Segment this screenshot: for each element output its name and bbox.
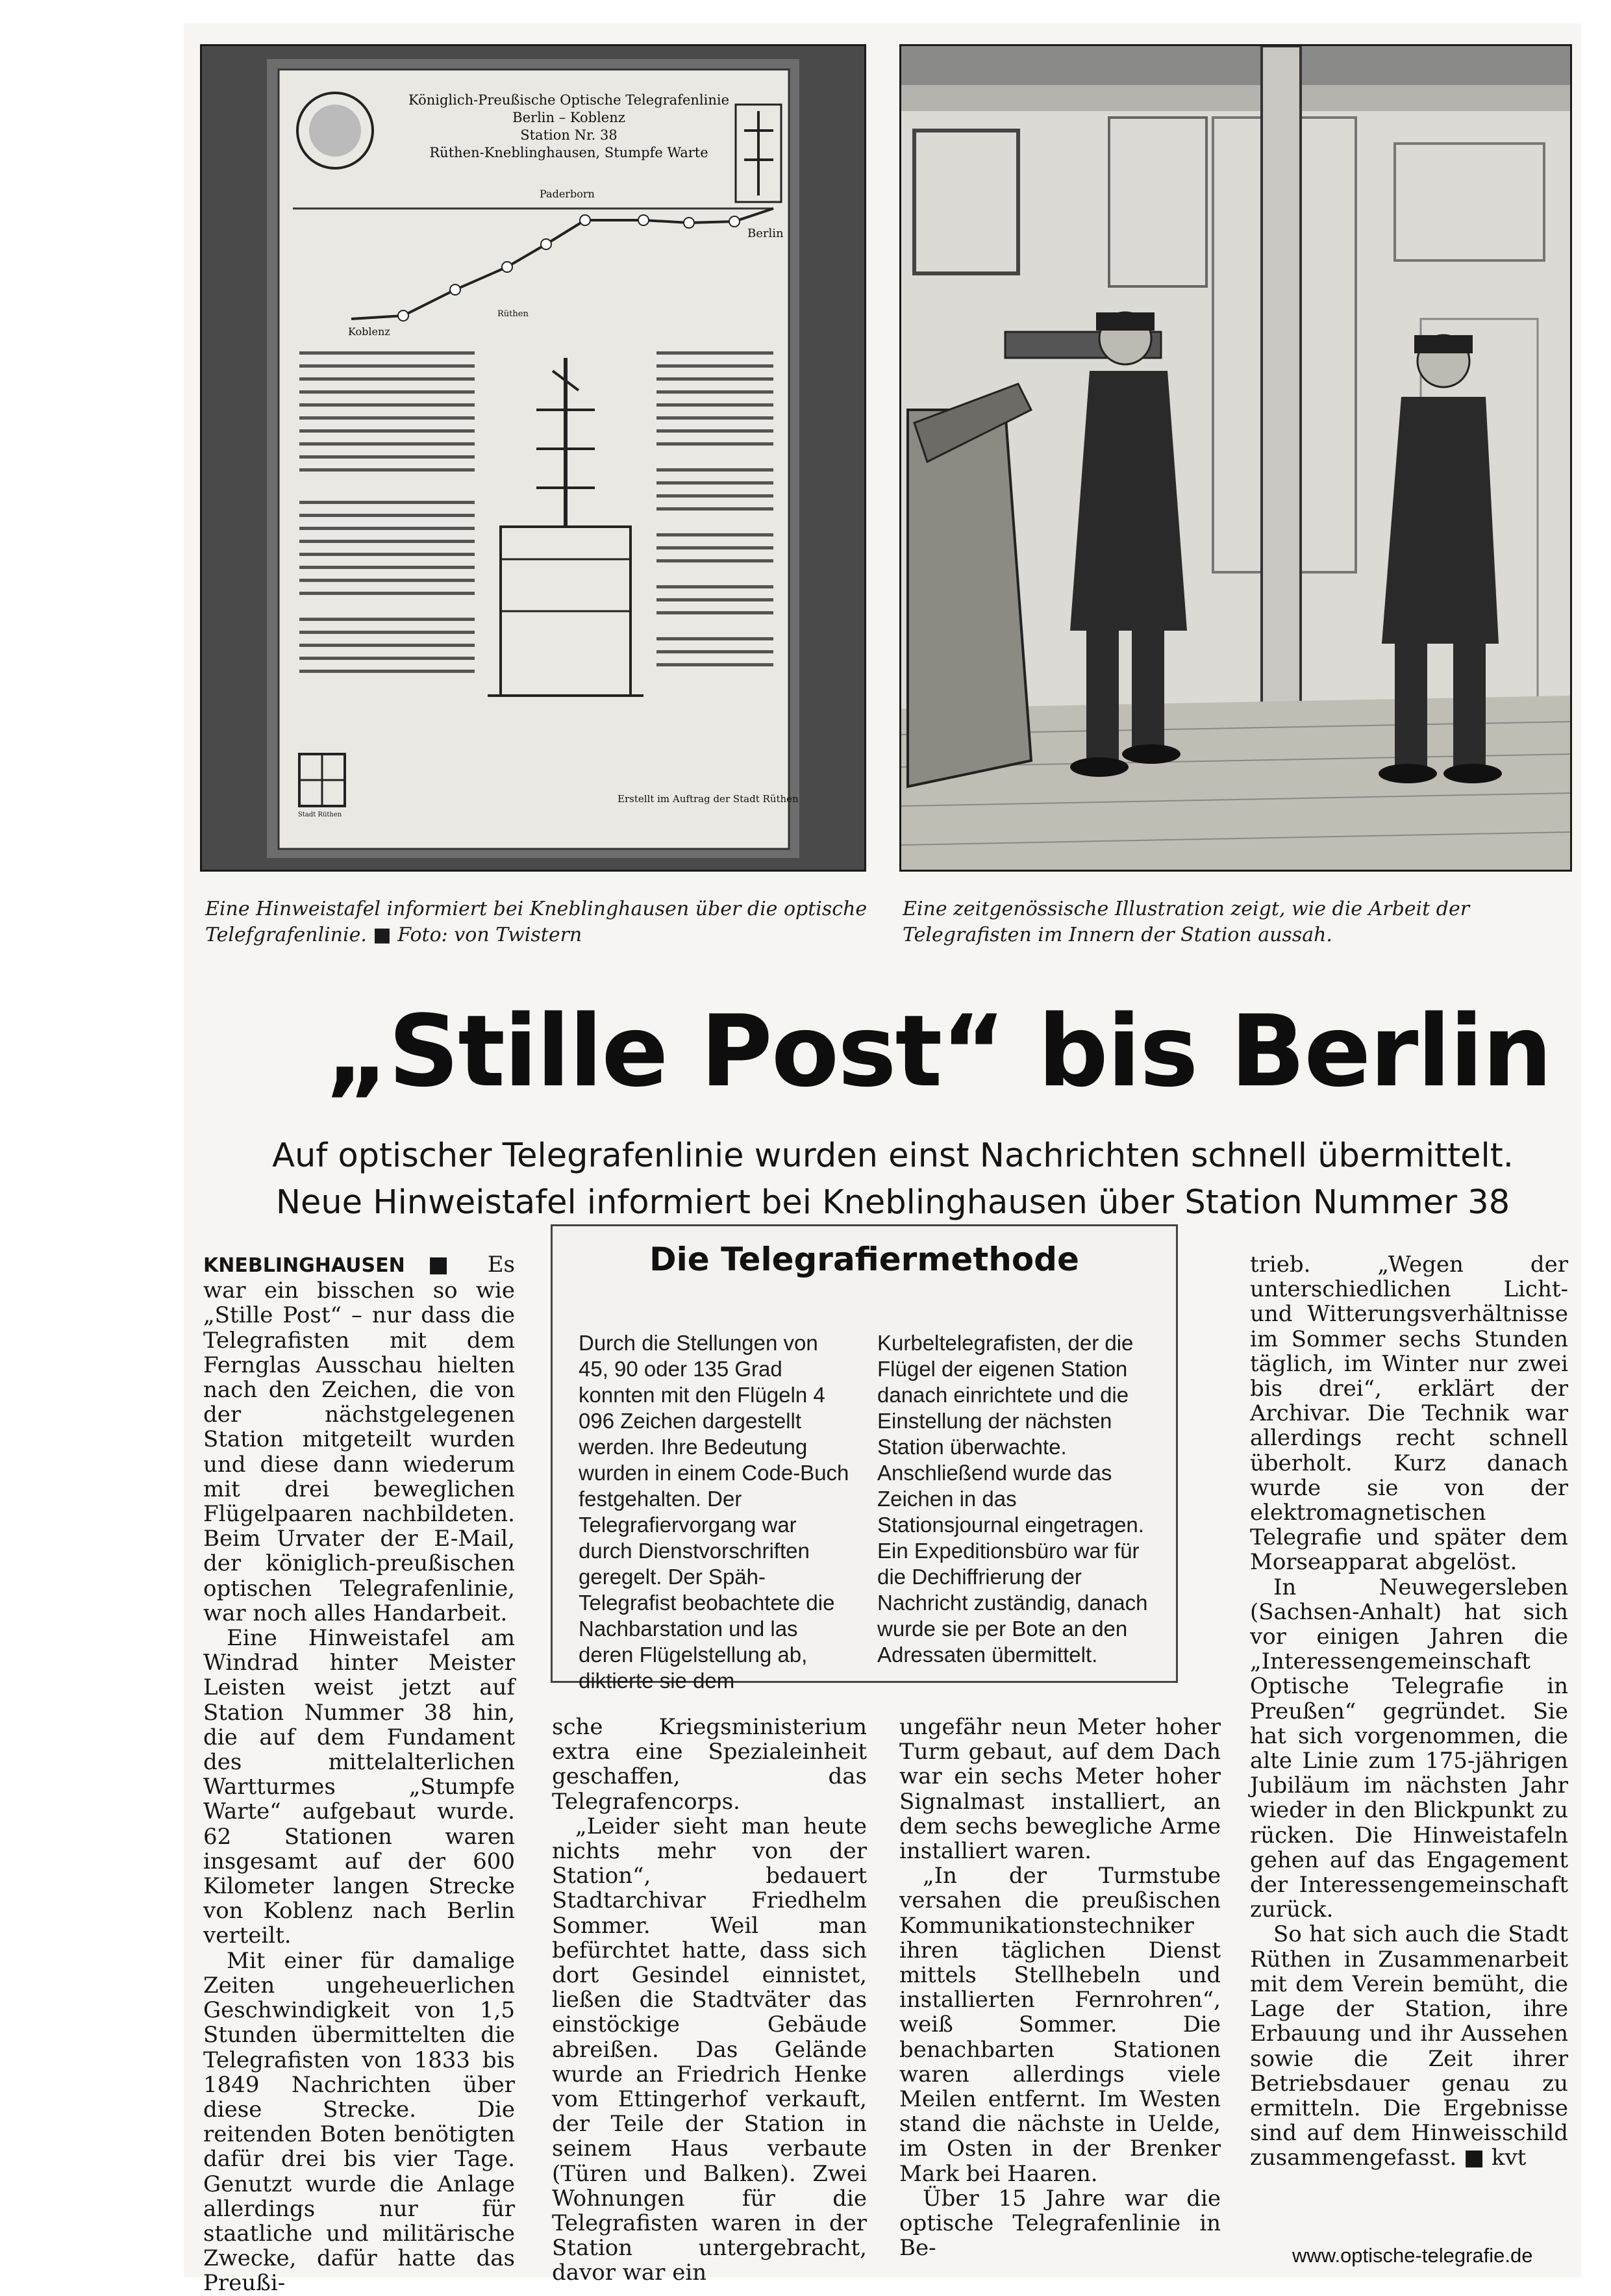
article-paragraph: So hat sich auch die Stadt Rüthen in Zusammenarbeit mit dem Verein bemüht, die Lage der Station, ihre Erbauung und ihr Aussehen sowie die Zeit ihrer Betriebsdauer genau zu ermitteln. Die Ergebnisse sind auf dem Hinweisschild zusammengefasst. ■ kvt <box>1250 1921 1568 2171</box>
sign-title-line: Station Nr. 38 <box>520 127 618 143</box>
article-paragraph <box>203 1252 515 1626</box>
dateline: KNEBLINGHAUSEN <box>203 1254 405 1277</box>
map-label: Berlin <box>747 227 784 240</box>
photo-sign <box>200 44 866 872</box>
info-box <box>551 1224 1178 1693</box>
info-box-text-right: Kurbeltelegrafisten, der die Flügel der eigenen Station danach einrichtete und die Einstellung der nächsten Station überwachte. Anschließend wurde das Zeichen in das Stationsjournal eingetragen. Ein Expeditionsbüro war für die Dechiffrierung der Nachricht zuständig, danach wurde sie per Bote an den Adressaten übermittelt. <box>877 1331 1148 1667</box>
article-text: ■ Es war ein bisschen so wie „Stille Post“ – nur dass die Telegrafisten mit dem Fernglas Ausschau hielten nach den Zeichen, die von der nächstgelegenen Station mitgeteilt wurden und diese dann wiederum mit drei beweglichen Flügelpaaren nachbildeten. Beim Urvater der E-Mail, der königlich-preußischen optischen Telegrafenlinie, war noch alles Handarbeit. <box>203 1252 516 1626</box>
sign-title-line: Königlich-Preußische Optische Telegrafenlinie <box>408 92 730 108</box>
article-paragraph: Mit einer für damalige Zeiten ungeheuerlichen Geschwindigkeit von 1,5 Stunden übermittelten die Telegrafisten von 1833 bis 1849 Nachrichten über diese Strecke. Die reitenden Boten benötigten dafür drei bis vier Tage. Genutzt wurde die Anlage allerdings nur für staatliche und militärische Zwecke, dafür hatte das Preußi- <box>203 1947 515 2296</box>
photo-sign-caption: Eine Hinweistafel informiert bei Kneblinghausen über die optische Telefgrafenlinie. ■ Foto: von Twistern <box>205 898 868 946</box>
article-column-1 <box>203 1252 515 2296</box>
sign-footer-left: Stadt Rüthen <box>298 811 342 818</box>
photo-illustration <box>899 44 1572 872</box>
sign-title <box>374 92 764 162</box>
website-link[interactable]: www.optische-telegrafie.de <box>1292 2244 1533 2267</box>
photo-illustration-caption: Eine zeitgenössische Illustration zeigt, wie die Arbeit der Telegrafisten im Innern der Station aussah. <box>903 898 1470 946</box>
sign-title-line: Berlin – Koblenz <box>512 110 625 125</box>
photo-illustration-graphic <box>901 46 1570 870</box>
article-paragraph: In Neuwegersleben (Sachsen-Anhalt) hat sich vor einigen Jahren die „Interessengemeinschaft Optische Telegrafie in Preußen“ gegründet. Sie hat sich vorgenommen, die alte Linie zum 175-jährigen Jubiläum im nächsten Jahr wieder in den Blickpunkt zu rücken. Die Hinweistafeln gehen auf das Engagement der Interessengemeinschaft zurück. <box>1250 1574 1568 1923</box>
info-box-text-left: Durch die Stellungen von 45, 90 oder 135 Grad konnten mit den Flügeln 4 096 Zeichen dargestellt werden. Ihre Bedeutung wurden in einem Code-Buch festgehalten. Der Telegrafiervorgang war durch Dienstvorschriften geregelt. Der Späh-Telegrafist beobachtete die Nachbarstation und las deren Flügelstellung ab, diktierte sie dem <box>579 1331 849 1693</box>
article-paragraph: Über 15 Jahre war die optische Telegrafenlinie in Be- <box>899 2185 1221 2262</box>
article-column-2 <box>552 1715 867 2286</box>
headline: „Stille Post“ bis Berlin <box>325 994 1551 1109</box>
article-paragraph: sche Kriegsministerium extra eine Spezialeinheit geschaffen, das Telegrafencorps. <box>552 1714 867 1815</box>
article-column-3 <box>899 1715 1221 2260</box>
article-paragraph: „In der Turmstube versahen die preußischen Kommunikationstechniker ihren täglichen Dienst mittels Stellhebeln und installierten Fernrohren“, weiß Sommer. Die benachbarten Stationen waren allerdings viele Meilen entfernt. Im Westen stand die nächste in Uelde, im Osten in der Brenker Mark bei Haaren. <box>899 1863 1221 2187</box>
sign-title-line: Rüthen-Kneblinghausen, Stumpfe Warte <box>429 145 708 160</box>
sign-footer-right: Erstellt im Auftrag der Stadt Rüthen <box>618 793 799 805</box>
map-label: Rüthen <box>497 309 529 319</box>
article-paragraph: trieb. „Wegen der unterschiedlichen Licht- und Witterungsverhältnisse im Sommer sechs Stunden täglich, im Winter nur zwei bis drei“, erklärt der Archivar. Die Technik war allerdings recht schnell überholt. Kurz danach wurde sie von der elektromagnetischen Telegrafie und später dem Morseapparat abgelöst. <box>1250 1252 1568 1576</box>
article-column-4 <box>1250 1252 1568 2171</box>
article-paragraph: ungefähr neun Meter hoher Turm gebaut, auf dem Dach war ein sechs Meter hoher Signalmast installiert, an dem sechs bewegliche Arme installiert waren. <box>899 1714 1221 1865</box>
article-paragraph: „Leider sieht man heute nichts mehr von der Station“, bedauert Stadtarchivar Friedhelm Sommer. Weil man befürchtet hatte, dass sich dort Gesindel einnistet, ließen die Stadtväter das einstöckige Gebäude abreißen. Das Gelände wurde an Friedrich Henke vom Ettingerhof verkauft, der Teile der Station in seinem Haus verbaute (Türen und Balken). Zwei Wohnungen für die Telegrafisten waren in der Station untergebracht, davor war ein <box>552 1813 867 2286</box>
photo-sign-graphic <box>202 46 864 870</box>
subheadline: Neue Hinweistafel informiert bei Kneblinghausen über Station Nummer 38 <box>275 1183 1510 1222</box>
subheadline: Auf optischer Telegrafenlinie wurden einst Nachrichten schnell übermittelt. <box>272 1137 1514 1175</box>
map-label: Paderborn <box>540 188 595 200</box>
map-label: Koblenz <box>348 325 390 338</box>
info-box-title: Die Telegrafiermethode <box>649 1241 1079 1278</box>
article-paragraph: Eine Hinweistafel am Windrad hinter Meister Leisten weist jetzt auf Station Nummer 38 hin, die auf dem Fundament des mittelalterlichen Wartturmes „Stumpfe Warte“ aufgebaut wurde. 62 Stationen waren insgesamt auf der 600 Kilometer langen Strecke von Koblenz nach Berlin verteilt. <box>203 1625 515 1949</box>
